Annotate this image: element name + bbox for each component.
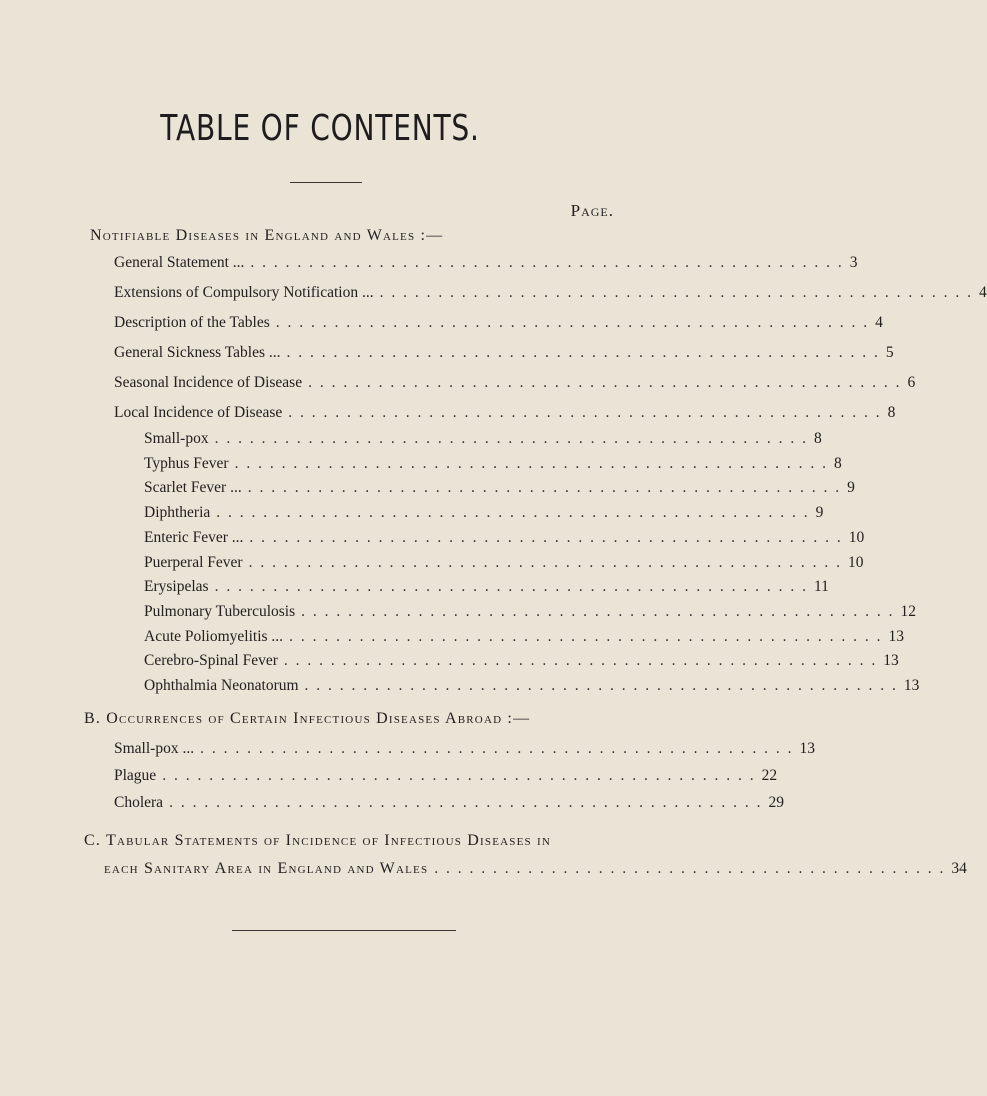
section-a-heading: Notifiable Diseases in England and Wales :— bbox=[90, 227, 444, 244]
leader-dots: . . . . . . . . . . . . . . . . . . . . . . . . . . . . . . . . . . . . . . . . . . . . . . . . . . . bbox=[162, 767, 756, 784]
toc-entry-label: Enteric Fever ... bbox=[144, 528, 244, 546]
title-rule bbox=[290, 182, 362, 183]
toc-entry bbox=[144, 504, 824, 524]
toc-entry-page: 29 bbox=[768, 794, 784, 811]
toc-entry-label: Local Incidence of Disease bbox=[114, 404, 283, 421]
leader-dots: . . . . . . . . . . . . . . . . . . . . . . . . . . . . . . . . . . . . . . . . . . . . . . . . . . . bbox=[301, 602, 895, 620]
toc-entry-label: Cholera bbox=[114, 794, 164, 811]
toc-entry-page: 13 bbox=[888, 627, 904, 645]
page-title: TABLE OF CONTENTS. bbox=[160, 108, 480, 149]
toc-entry bbox=[144, 528, 865, 549]
toc-entry-page: 10 bbox=[848, 528, 865, 546]
leader-dots: . . . . . . . . . . . . . . . . . . . . . . . . . . . . . . . . . . . . . . . . . . . . . . . . . . . bbox=[275, 314, 870, 331]
toc-entry-page: 8 bbox=[813, 430, 822, 447]
toc-entry bbox=[114, 767, 778, 787]
leader-dots: . . . . . . . . . . . . . . . . . . . . . . . . . . . . . . . . . . . . . . . . . . . . . . . . . . . bbox=[288, 404, 882, 421]
leader-dots: . . . . . . . . . . . . . . . . . . . . . . . . . . . . . . . . . . . . . . . . . . . . . . . . . . . bbox=[169, 794, 763, 811]
toc-entry-label: Plague bbox=[114, 767, 157, 784]
toc-entry-label: Ophthalmia Neonatorum bbox=[144, 677, 299, 694]
toc-entry-label: General Sickness Tables ... bbox=[114, 344, 281, 361]
toc-entry-label: Extensions of Compulsory Notification ... bbox=[114, 284, 374, 301]
section-c-heading: C. Tabular Statements of Incidence of Infectious Diseases in bbox=[84, 832, 552, 849]
toc-entry bbox=[114, 404, 896, 424]
toc-entry-label: Small-pox bbox=[144, 430, 209, 447]
toc-entry bbox=[114, 344, 894, 364]
toc-entry-page: 6 bbox=[907, 374, 916, 391]
toc-entry bbox=[114, 740, 815, 760]
toc-entry-label: Acute Poliomyelitis ... bbox=[144, 627, 284, 645]
toc-entry-page: 13 bbox=[799, 740, 815, 757]
toc-entry-label: Cerebro-Spinal Fever bbox=[144, 652, 278, 670]
section-c-entry bbox=[104, 860, 967, 880]
section-b-heading: B. Occurrences of Certain Infectious Diseases Abroad :— bbox=[84, 710, 531, 727]
toc-entry bbox=[144, 454, 842, 475]
toc-entry bbox=[144, 553, 864, 574]
toc-entry bbox=[144, 430, 822, 450]
toc-entry-page: 8 bbox=[833, 454, 842, 472]
toc-entry bbox=[114, 314, 883, 334]
toc-entry-page: 10 bbox=[847, 553, 864, 571]
toc-entry bbox=[114, 254, 858, 274]
toc-entry-page: 8 bbox=[887, 404, 896, 421]
toc-entry bbox=[144, 677, 920, 697]
toc-entry-page: 4 bbox=[978, 284, 987, 301]
toc-entry-page: 13 bbox=[883, 652, 899, 670]
leader-dots: . . . . . . . . . . . . . . . . . . . . . . . . . . . . . . . . . . . . . . . . . . . . . . . . . . . bbox=[214, 578, 808, 596]
toc-entry bbox=[144, 627, 904, 648]
toc-entry bbox=[114, 284, 987, 304]
toc-entry-page: 5 bbox=[885, 344, 894, 361]
leader-dots: . . . . . . . . . . . . . . . . . . . . . . . . . . . . . . . . . . . . . . . . . . . . . . . . . . . bbox=[216, 504, 810, 522]
toc-entry-label: Diphtheria bbox=[144, 504, 211, 522]
toc-entry-page: 11 bbox=[813, 578, 829, 596]
toc-entry bbox=[144, 652, 899, 672]
page-column-header: Page. bbox=[570, 201, 614, 220]
toc-entry-page: 9 bbox=[847, 479, 855, 497]
toc-entry-label: Scarlet Fever ... bbox=[144, 479, 242, 497]
toc-entry-page: 13 bbox=[903, 677, 920, 694]
leader-dots: . . . . . . . . . . . . . . . . . . . . . . . . . . . . . . . . . . . . . . . . . . . . bbox=[434, 860, 946, 877]
toc-entry-page: 3 bbox=[849, 254, 858, 271]
leader-dots: . . . . . . . . . . . . . . . . . . . . . . . . . . . . . . . . . . . . . . . . . . . . . . . . . . . bbox=[379, 284, 973, 301]
toc-entry bbox=[114, 374, 916, 394]
leader-dots: . . . . . . . . . . . . . . . . . . . . . . . . . . . . . . . . . . . . . . . . . . . . . . . . . . . bbox=[247, 479, 842, 497]
leader-dots: . . . . . . . . . . . . . . . . . . . . . . . . . . . . . . . . . . . . . . . . . . . . . . . . . . . bbox=[214, 430, 808, 447]
leader-dots: . . . . . . . . . . . . . . . . . . . . . . . . . . . . . . . . . . . . . . . . . . . . . . . . . . . bbox=[304, 677, 898, 694]
leader-dots: . . . . . . . . . . . . . . . . . . . . . . . . . . . . . . . . . . . . . . . . . . . . . . . . . . . bbox=[286, 344, 880, 361]
toc-entry bbox=[144, 602, 917, 623]
toc-entry-label: Pulmonary Tuberculosis bbox=[144, 602, 296, 620]
toc-entry-page: 22 bbox=[761, 767, 778, 784]
toc-entry-label: Puerperal Fever bbox=[144, 553, 243, 571]
toc-entry-label: General Statement ... bbox=[114, 254, 245, 271]
section-c-page: 34 bbox=[951, 860, 967, 877]
section-c-label: each Sanitary Area in England and Wales bbox=[104, 860, 429, 877]
toc-entry bbox=[114, 794, 784, 814]
toc-entry-label: Erysipelas bbox=[144, 578, 209, 596]
toc-entry-page: 12 bbox=[900, 602, 917, 620]
leader-dots: . . . . . . . . . . . . . . . . . . . . . . . . . . . . . . . . . . . . . . . . . . . . . . . . . . . bbox=[248, 553, 842, 571]
toc-entry-page: 9 bbox=[815, 504, 824, 522]
toc-entry-label: Seasonal Incidence of Disease bbox=[114, 374, 303, 391]
leader-dots: . . . . . . . . . . . . . . . . . . . . . . . . . . . . . . . . . . . . . . . . . . . . . . . . . . . bbox=[289, 627, 883, 645]
toc-entry bbox=[144, 479, 855, 499]
leader-dots: . . . . . . . . . . . . . . . . . . . . . . . . . . . . . . . . . . . . . . . . . . . . . . . . . . . bbox=[283, 652, 878, 670]
leader-dots: . . . . . . . . . . . . . . . . . . . . . . . . . . . . . . . . . . . . . . . . . . . . . . . . . . . bbox=[250, 254, 844, 271]
bottom-rule bbox=[232, 930, 456, 931]
toc-entry-label: Small-pox ... bbox=[114, 740, 195, 757]
leader-dots: . . . . . . . . . . . . . . . . . . . . . . . . . . . . . . . . . . . . . . . . . . . . . . . . . . . bbox=[234, 454, 828, 472]
toc-entry-label: Description of the Tables bbox=[114, 314, 270, 331]
toc-entry bbox=[144, 578, 829, 598]
leader-dots: . . . . . . . . . . . . . . . . . . . . . . . . . . . . . . . . . . . . . . . . . . . . . . . . . . . bbox=[200, 740, 794, 757]
toc-entry-label: Typhus Fever bbox=[144, 454, 229, 472]
leader-dots: . . . . . . . . . . . . . . . . . . . . . . . . . . . . . . . . . . . . . . . . . . . . . . . . . . . bbox=[308, 374, 902, 391]
toc-entry-page: 4 bbox=[875, 314, 883, 331]
leader-dots: . . . . . . . . . . . . . . . . . . . . . . . . . . . . . . . . . . . . . . . . . . . . . . . . . . . bbox=[249, 528, 843, 546]
